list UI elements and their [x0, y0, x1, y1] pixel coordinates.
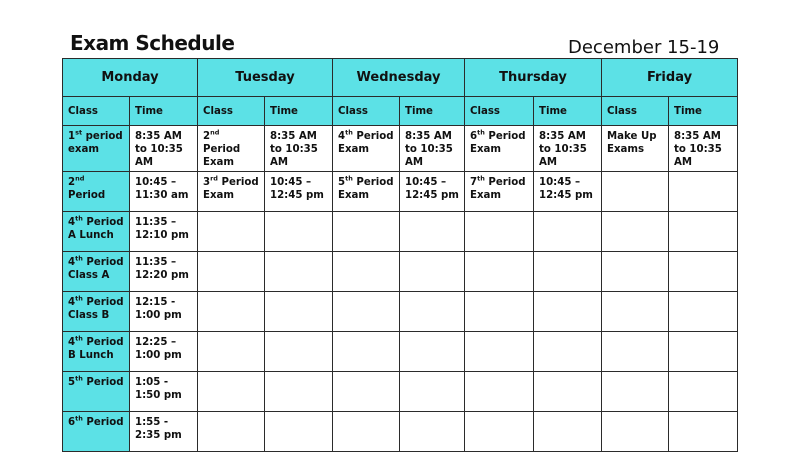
day-header-thursday: Thursday: [465, 59, 602, 97]
class-text: 4: [338, 131, 346, 142]
class-column-header: Class: [333, 97, 400, 126]
class-text-rest: Period Exam: [203, 144, 241, 168]
ordinal-suffix: th: [75, 214, 83, 223]
ordinal-suffix: th: [345, 174, 353, 183]
class-cell: [63, 372, 130, 412]
ordinal-suffix: th: [345, 128, 353, 137]
time-cell: [669, 332, 738, 372]
class-text: 6: [68, 417, 76, 428]
class-cell: [465, 252, 534, 292]
time-cell: [534, 292, 602, 332]
ordinal-suffix: rd: [210, 174, 218, 183]
ordinal-suffix: th: [75, 414, 83, 423]
ordinal-suffix: th: [75, 374, 83, 383]
time-cell: [400, 332, 465, 372]
class-cell: [198, 332, 265, 372]
time-cell: 10:45 – 12:45 pm: [400, 172, 465, 212]
time-cell: [400, 212, 465, 252]
table-row: [63, 126, 738, 172]
class-text: 4: [68, 337, 76, 348]
class-cell: [465, 212, 534, 252]
class-cell: [602, 172, 669, 212]
time-cell: [534, 252, 602, 292]
time-cell: [400, 292, 465, 332]
class-text: 2: [68, 177, 76, 188]
time-cell: 8:35 AM to 10:35 AM: [400, 126, 465, 172]
class-cell: [465, 292, 534, 332]
day-header-wednesday: Wednesday: [333, 59, 465, 97]
class-text: 5: [68, 377, 76, 388]
time-cell: 10:45 – 11:30 am: [130, 172, 198, 212]
class-text: 1: [68, 131, 76, 142]
class-cell: [63, 126, 130, 172]
class-cell: [465, 332, 534, 372]
time-cell: 10:45 – 12:45 pm: [265, 172, 333, 212]
table-row: [63, 332, 738, 372]
table-row: [63, 372, 738, 412]
class-cell: [63, 412, 130, 452]
time-column-header: Time: [400, 97, 465, 126]
time-cell: 12:15 - 1:00 pm: [130, 292, 198, 332]
time-column-header: Time: [669, 97, 738, 126]
time-cell: [265, 372, 333, 412]
class-text-rest: Period Exam: [470, 177, 526, 201]
ordinal-suffix: th: [75, 334, 83, 343]
day-header-tuesday: Tuesday: [198, 59, 333, 97]
class-text: 5: [338, 177, 346, 188]
class-column-header: Class: [602, 97, 669, 126]
ordinal-suffix: nd: [210, 128, 220, 137]
time-cell: [534, 332, 602, 372]
class-cell: [198, 126, 265, 172]
class-cell: [333, 412, 400, 452]
class-cell: [465, 126, 534, 172]
time-cell: 10:45 – 12:45 pm: [534, 172, 602, 212]
ordinal-suffix: th: [477, 174, 485, 183]
time-cell: 11:35 – 12:10 pm: [130, 212, 198, 252]
class-cell: [63, 172, 130, 212]
class-cell: [198, 172, 265, 212]
date-range: December 15-19: [568, 37, 720, 58]
class-cell: [333, 332, 400, 372]
class-text-rest: period exam: [68, 131, 123, 155]
class-cell: [333, 372, 400, 412]
time-cell: [265, 212, 333, 252]
class-cell: [465, 372, 534, 412]
class-text-rest: Period Exam: [338, 131, 394, 155]
day-header-friday: Friday: [602, 59, 738, 97]
class-text: 3: [203, 177, 211, 188]
day-header-monday: Monday: [63, 59, 198, 97]
class-text: 2: [203, 131, 211, 142]
class-cell: [63, 332, 130, 372]
time-cell: [669, 212, 738, 252]
class-column-header: Class: [198, 97, 265, 126]
time-column-header: Time: [130, 97, 198, 126]
class-cell: [333, 212, 400, 252]
class-text-rest: Period: [82, 377, 124, 388]
class-cell: [333, 292, 400, 332]
ordinal-suffix: st: [75, 128, 83, 137]
class-text-rest: Period B Lunch: [68, 337, 124, 361]
class-cell: [333, 252, 400, 292]
table-row: [63, 172, 738, 212]
time-cell: [265, 292, 333, 332]
time-cell: 8:35 AM to 10:35 AM: [265, 126, 333, 172]
class-cell: [198, 212, 265, 252]
class-cell: [602, 126, 669, 172]
time-cell: 11:35 – 12:20 pm: [130, 252, 198, 292]
table-row: [63, 412, 738, 452]
time-cell: [265, 412, 333, 452]
class-column-header: Class: [465, 97, 534, 126]
exam-schedule-table: [62, 58, 738, 452]
time-column-header: Time: [265, 97, 333, 126]
class-text: 4: [68, 217, 76, 228]
time-column-header: Time: [534, 97, 602, 126]
time-cell: [400, 252, 465, 292]
time-cell: [534, 412, 602, 452]
time-cell: 8:35 AM to 10:35 AM: [669, 126, 738, 172]
class-text: Make Up Exams: [607, 131, 657, 155]
time-cell: [669, 412, 738, 452]
class-cell: [602, 332, 669, 372]
time-cell: 8:35 AM to 10:35 AM: [130, 126, 198, 172]
class-text-rest: Period Class A: [68, 257, 124, 281]
time-cell: 8:35 AM to 10:35 AM: [534, 126, 602, 172]
class-cell: [198, 292, 265, 332]
subheader-row: [63, 97, 738, 126]
class-text-rest: Period A Lunch: [68, 217, 124, 241]
class-cell: [602, 212, 669, 252]
class-text: 4: [68, 297, 76, 308]
class-cell: [602, 252, 669, 292]
time-cell: [534, 212, 602, 252]
class-cell: [465, 172, 534, 212]
class-text-rest: Period: [82, 417, 124, 428]
time-cell: [400, 412, 465, 452]
day-header-row: [63, 59, 738, 97]
class-text: 7: [470, 177, 478, 188]
time-cell: 12:25 – 1:00 pm: [130, 332, 198, 372]
class-cell: [333, 126, 400, 172]
class-text-rest: Period Exam: [338, 177, 394, 201]
class-text-rest: Period Exam: [203, 177, 259, 201]
class-text-rest: Period Class B: [68, 297, 124, 321]
class-text: 4: [68, 257, 76, 268]
ordinal-suffix: th: [477, 128, 485, 137]
table-row: [63, 292, 738, 332]
class-cell: [198, 412, 265, 452]
table-row: [63, 212, 738, 252]
class-cell: [465, 412, 534, 452]
time-cell: [669, 292, 738, 332]
class-cell: [602, 292, 669, 332]
time-cell: [534, 372, 602, 412]
time-cell: 1:55 - 2:35 pm: [130, 412, 198, 452]
time-cell: [265, 332, 333, 372]
class-cell: [333, 172, 400, 212]
time-cell: [669, 172, 738, 212]
class-text-rest: Period Exam: [470, 131, 526, 155]
class-text-rest: Period: [68, 190, 106, 201]
class-cell: [198, 252, 265, 292]
ordinal-suffix: th: [75, 254, 83, 263]
ordinal-suffix: nd: [75, 174, 85, 183]
class-cell: [198, 372, 265, 412]
page-title: Exam Schedule: [70, 31, 235, 55]
time-cell: [265, 252, 333, 292]
class-cell: [63, 292, 130, 332]
class-cell: [602, 372, 669, 412]
class-cell: [63, 252, 130, 292]
ordinal-suffix: th: [75, 294, 83, 303]
class-text: 6: [470, 131, 478, 142]
time-cell: 1:05 - 1:50 pm: [130, 372, 198, 412]
table-row: [63, 252, 738, 292]
time-cell: [669, 372, 738, 412]
class-cell: [63, 212, 130, 252]
class-cell: [602, 412, 669, 452]
time-cell: [400, 372, 465, 412]
time-cell: [669, 252, 738, 292]
class-column-header: Class: [63, 97, 130, 126]
